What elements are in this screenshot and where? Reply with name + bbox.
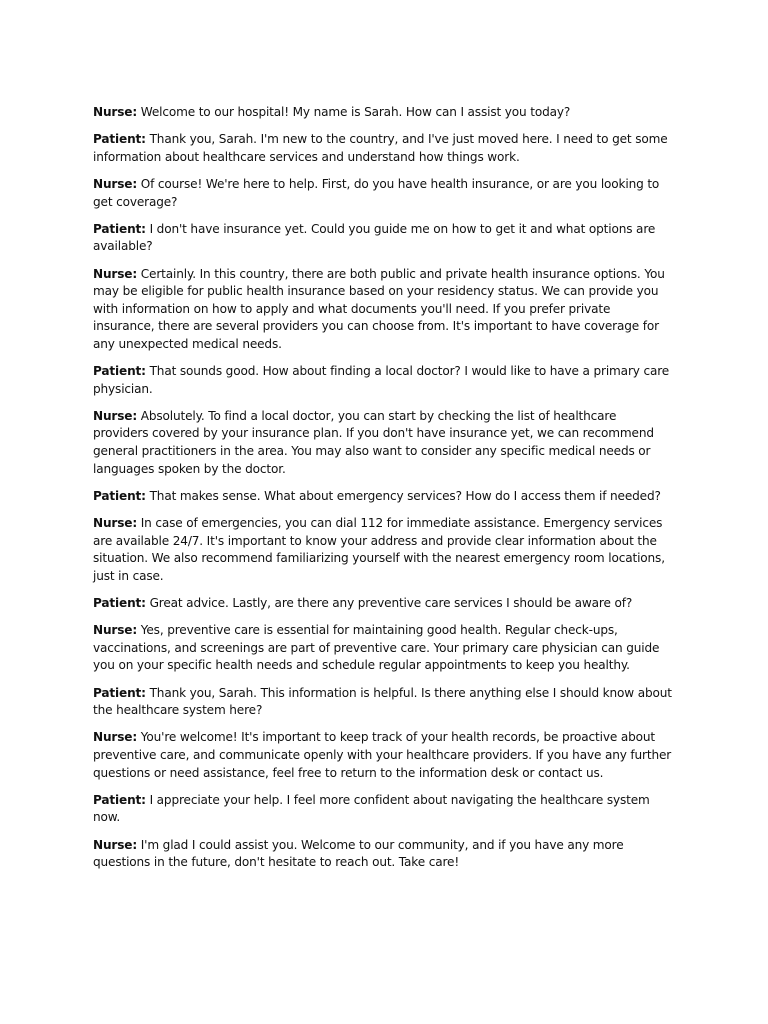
- dialogue-text: Welcome to our hospital! My name is Sarah. How can I assist you today?: [140, 105, 571, 119]
- dialogue-turn: [93, 515, 675, 585]
- dialogue-turn: [93, 837, 675, 872]
- dialogue-turn: [93, 792, 675, 827]
- dialogue-text: Thank you, Sarah. This information is helpful. Is there anything else I should know about the healthcare system here?: [93, 685, 672, 718]
- dialogue-text: Of course! We're here to help. First, do you have health insurance, or are you looking to get coverage?: [93, 176, 660, 209]
- dialogue-text: I don't have insurance yet. Could you guide me on how to get it and what options are available?: [93, 221, 656, 254]
- speaker-label: Nurse:: [93, 408, 138, 423]
- dialogue-turn: [93, 685, 675, 720]
- dialogue-text: That sounds good. How about finding a local doctor? I would like to have a primary care physician.: [93, 364, 670, 396]
- speaker-label: Patient:: [93, 792, 146, 807]
- dialogue-turn: [93, 488, 675, 506]
- speaker-label: Nurse:: [93, 837, 138, 852]
- speaker-label: Patient:: [93, 488, 146, 503]
- speaker-label: Patient:: [93, 364, 146, 379]
- speaker-label: Nurse:: [93, 730, 138, 745]
- speaker-label: Patient:: [93, 685, 146, 700]
- speaker-label: Patient:: [93, 132, 146, 147]
- dialogue-turn: [93, 729, 675, 782]
- dialogue-text: I'm glad I could assist you. Welcome to our community, and if you have any more questions in the future, don't hesitate to reach out. Take care!: [93, 837, 624, 870]
- dialogue-turn: [93, 104, 675, 122]
- dialogue-turn: [93, 595, 675, 613]
- dialogue-turn: [93, 131, 675, 166]
- speaker-label: Patient:: [93, 596, 146, 610]
- dialogue-text: Absolutely. To find a local doctor, you can start by checking the list of healthcare providers covered by your insurance plan. If you don't have insurance yet, we can recommend general practitioners in the area. You may also want to consider any specific medical needs or languages spoken by the doctor.: [93, 408, 654, 476]
- dialogue-text: Yes, preventive care is essential for maintaining good health. Regular check-ups, vaccinations, and screenings are part of preventive care. Your primary care physician can guide you on your specific health needs and schedule regular appointments to keep you healthy.: [93, 623, 660, 673]
- dialogue-turn: [93, 266, 675, 354]
- speaker-label: Nurse:: [93, 516, 138, 531]
- document-page: [93, 104, 675, 881]
- speaker-label: Patient:: [93, 221, 146, 236]
- dialogue-turn: [93, 176, 675, 211]
- dialogue-text: I appreciate your help. I feel more confident about navigating the healthcare system now.: [93, 792, 650, 825]
- dialogue-text: Great advice. Lastly, are there any preventive care services I should be aware of?: [149, 596, 633, 610]
- dialogue-turn: [93, 622, 675, 675]
- dialogue-turn: [93, 221, 675, 256]
- dialogue-turn: [93, 363, 675, 398]
- dialogue-text: You're welcome! It's important to keep track of your health records, be proactive about preventive care, and communicate openly with your healthcare providers. If you have any further questions or need assistance, feel free to return to the information desk or contact us.: [93, 730, 672, 780]
- speaker-label: Nurse:: [93, 266, 138, 281]
- speaker-label: Nurse:: [93, 105, 138, 119]
- dialogue-turn: [93, 408, 675, 478]
- speaker-label: Nurse:: [93, 176, 138, 191]
- dialogue-text: Thank you, Sarah. I'm new to the country, and I've just moved here. I need to get some information about healthcare services and understand how things work.: [93, 132, 668, 164]
- dialogue-text: Certainly. In this country, there are both public and private health insurance options. You may be eligible for public health insurance based on your residency status. We can provide you with information on how to apply and what documents you'll need. If you prefer private insurance, there are several providers you can choose from. It's important to have coverage for any unexpected medical needs.: [93, 266, 665, 351]
- dialogue-text: That makes sense. What about emergency services? How do I access them if needed?: [149, 488, 661, 503]
- speaker-label: Nurse:: [93, 623, 138, 638]
- dialogue-text: In case of emergencies, you can dial 112 for immediate assistance. Emergency services are available 24/7. It's important to know your address and provide clear information about the situation. We also recommend familiarizing yourself with the nearest emergency room locations, just in case.: [93, 516, 665, 583]
